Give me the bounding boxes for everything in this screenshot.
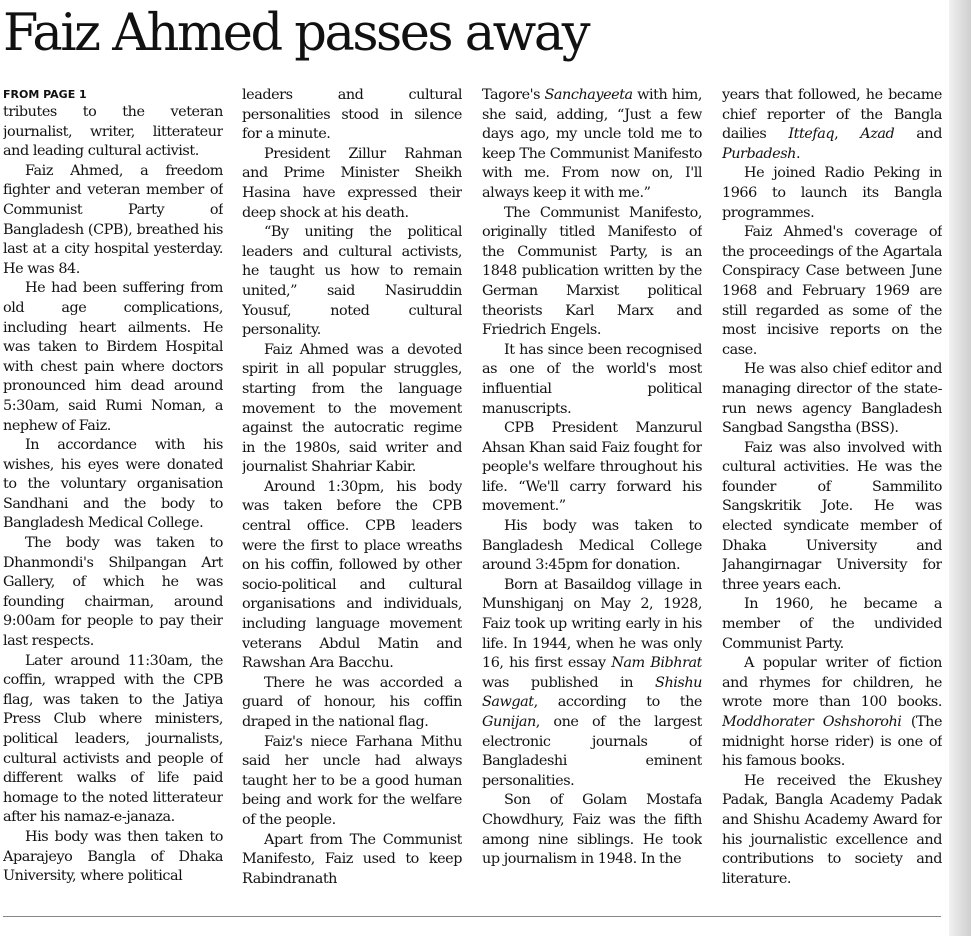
paragraph <box>3 652 223 828</box>
text-run: Later around 11:30am, the coffin, wrapped with the CPB flag, was taken to the Jatiya Press Club where ministers, political leaders, journalists, cultural activists and people of different walks of life paid homage to the noted litterateur after his namaz-e-janaza. <box>3 652 223 826</box>
paragraph <box>242 733 462 831</box>
paragraph <box>242 341 462 478</box>
paragraph <box>3 534 223 652</box>
text-run: It has since been recognised as one of the world's most influential political manuscripts. <box>482 341 702 417</box>
text-run: Faiz Ahmed was a devoted spirit in all popular struggles, starting from the language movement to the movement against the autocratic regime in the 1980s, said writer and journalist Shahriar Kabir. <box>242 341 462 476</box>
paragraph <box>482 419 702 517</box>
text-run: Son of Golam Mostafa Chowdhury, Faiz was the fifth among nine siblings. He took up journalism in 1948. In the <box>482 792 702 868</box>
text-run: A popular writer of fiction and rhymes for children, he wrote more than 100 books. <box>722 655 942 711</box>
text-run: The body was taken to Dhanmondi's Shilpangan Art Gallery, of which he was founding chairman, around 9:00am for people to pay their last respects. <box>3 535 223 650</box>
paragraph <box>722 360 942 438</box>
paragraph <box>482 576 702 792</box>
text-run: (The midnight horse rider) is one of his famous books. <box>722 714 942 770</box>
text-run: . <box>795 145 801 162</box>
italic-title: Ittefaq <box>788 126 835 143</box>
page-edge-shadow <box>949 0 971 936</box>
text-run: He received the Ekushey Padak, Bangla Academy Padak and Shishu Academy Award for his journalistic excellence and contributions to society and literature. <box>722 772 942 887</box>
paragraph <box>242 831 462 890</box>
paragraph <box>722 223 942 360</box>
text-run: Born at Basaildog village in Munshiganj on May 2, 1928, Faiz took up writing early in his life. In 1944, when he was only 16, his first essay <box>482 576 702 672</box>
text-run: was published in <box>482 674 634 691</box>
text-run: Apart from The Communist Manifesto, Faiz used to keep Rabindranath <box>242 831 462 887</box>
paragraph <box>482 204 702 341</box>
text-run: Faiz Ahmed's coverage of the proceedings of the Agartala Conspiracy Case between June 1968 and February 1969 are still regarded as some of the most incisive reports on the case. <box>722 224 942 358</box>
paragraph <box>722 595 942 654</box>
text-run: In 1960, he became a member of the undivided Communist Party. <box>722 596 942 652</box>
text-run: His body was taken to Bangladesh Medical College around 3:45pm for donation. <box>482 518 702 574</box>
paragraph <box>242 223 462 341</box>
text-run: President Zillur Rahman and Prime Minister Sheikh Hasina have expressed their deep shock at his death. <box>242 145 462 221</box>
paragraph <box>3 828 223 887</box>
paragraph <box>722 164 942 223</box>
paragraph <box>242 478 462 674</box>
article-column-2 <box>242 86 462 908</box>
paragraph <box>3 279 223 436</box>
text-run: Faiz was also involved with cultural activities. He was the founder of Sammilito Sangskritik Jote. He was elected syndicate member of Dhaka University and Jahangirnagar University for three years each. <box>722 439 942 593</box>
text-run: tributes to the veteran journalist, writer, litterateur and leading cultural activist. <box>3 104 223 160</box>
italic-title: Shishu Sawgat <box>482 674 702 711</box>
italic-title: Moddhorater Oshshorohi <box>722 714 902 730</box>
paragraph <box>482 517 702 576</box>
paragraph <box>242 674 462 733</box>
bottom-rule <box>3 916 941 917</box>
paragraph <box>722 86 942 164</box>
paragraph <box>3 103 223 162</box>
paragraph <box>242 145 462 223</box>
text-run: leaders and cultural personalities stood in silence for a minute. <box>242 87 462 143</box>
italic-title: Purbadesh <box>722 145 796 162</box>
text-run: years that followed, he became chief reporter of the Bangla dailies <box>722 87 942 143</box>
text-run: and <box>916 126 942 143</box>
text-run: Faiz's niece Farhana Mithu said her uncle had always taught her to be a good human being and work for the welfare of the people. <box>242 733 462 828</box>
text-run: , one of the largest electronic journals of Bangladeshi eminent personalities. <box>482 714 702 789</box>
text-run: with him, she said, adding, “Just a few days ago, my uncle told me to keep The Communist Manifesto with me. From now on, I'll always keep it with me.” <box>482 87 702 201</box>
italic-title: Sanchayeeta <box>544 87 633 103</box>
paragraph <box>722 772 942 890</box>
text-run: Around 1:30pm, his body was taken before the CPB central office. CPB leaders were the first to place wreaths on his coffin, followed by other socio-political and cultural organisations and individuals, including language movement veterans Abdul Matin and Rawshan Ara Bacchu. <box>242 478 462 672</box>
article-column-1 <box>3 86 223 908</box>
paragraph <box>242 86 462 145</box>
article-column-3 <box>482 86 702 908</box>
italic-title: Gunijan <box>482 714 536 730</box>
text-run: He joined Radio Peking in 1966 to launch its Bangla programmes. <box>722 165 942 221</box>
text-run: His body was then taken to Aparajeyo Bangla of Dhaka University, where political <box>3 828 223 885</box>
from-page-label: FROM PAGE 1 <box>3 88 87 101</box>
text-run: In accordance with his wishes, his eyes were donated to the voluntary organisation Sandhani and the body to Bangladesh Medical College. <box>3 437 223 532</box>
text-run: He was also chief editor and managing director of the state-run news agency Bangladesh Sangbad Sangstha (BSS). <box>722 361 942 437</box>
paragraph <box>3 436 223 534</box>
text-run: , according to the <box>533 694 702 711</box>
text-run: “By uniting the political leaders and cultural activists, he taught us how to remain united,” said Nasiruddin Yousuf, noted cultural personality. <box>242 224 462 339</box>
text-run: , <box>834 126 839 143</box>
text-run: He had been suffering from old age complications, including heart ailments. He was taken to Birdem Hospital with chest pain where doctors pronounced him dead around 5:30am, said Rumi Noman, a nephew of Faiz. <box>3 280 223 434</box>
text-run: The Communist Manifesto, originally titled Manifesto of the Communist Party, is an 1848 publication written by the German Marxist political theorists Karl Marx and Friedrich Engels. <box>482 204 702 339</box>
paragraph <box>482 86 702 204</box>
headline: Faiz Ahmed passes away <box>3 4 589 63</box>
italic-title: Nam Bibhrat <box>611 655 702 672</box>
text-run: Tagore's <box>482 87 541 103</box>
paragraph <box>3 162 223 280</box>
italic-title: Azad <box>860 126 895 143</box>
text-run: Faiz Ahmed, a freedom fighter and veteran member of Communist Party of Bangladesh (CPB), breathed his last at a city hospital yesterday. He was 84. <box>3 162 223 277</box>
paragraph <box>722 439 942 596</box>
paragraph <box>482 341 702 419</box>
article-column-4 <box>722 86 942 908</box>
paragraph <box>482 791 702 869</box>
paragraph <box>722 654 942 772</box>
text-run: There he was accorded a guard of honour, his coffin draped in the national flag. <box>242 674 462 730</box>
text-run: CPB President Manzurul Ahsan Khan said Faiz fought for people's welfare throughout his life. “We'll carry forward his movement.” <box>482 420 702 515</box>
